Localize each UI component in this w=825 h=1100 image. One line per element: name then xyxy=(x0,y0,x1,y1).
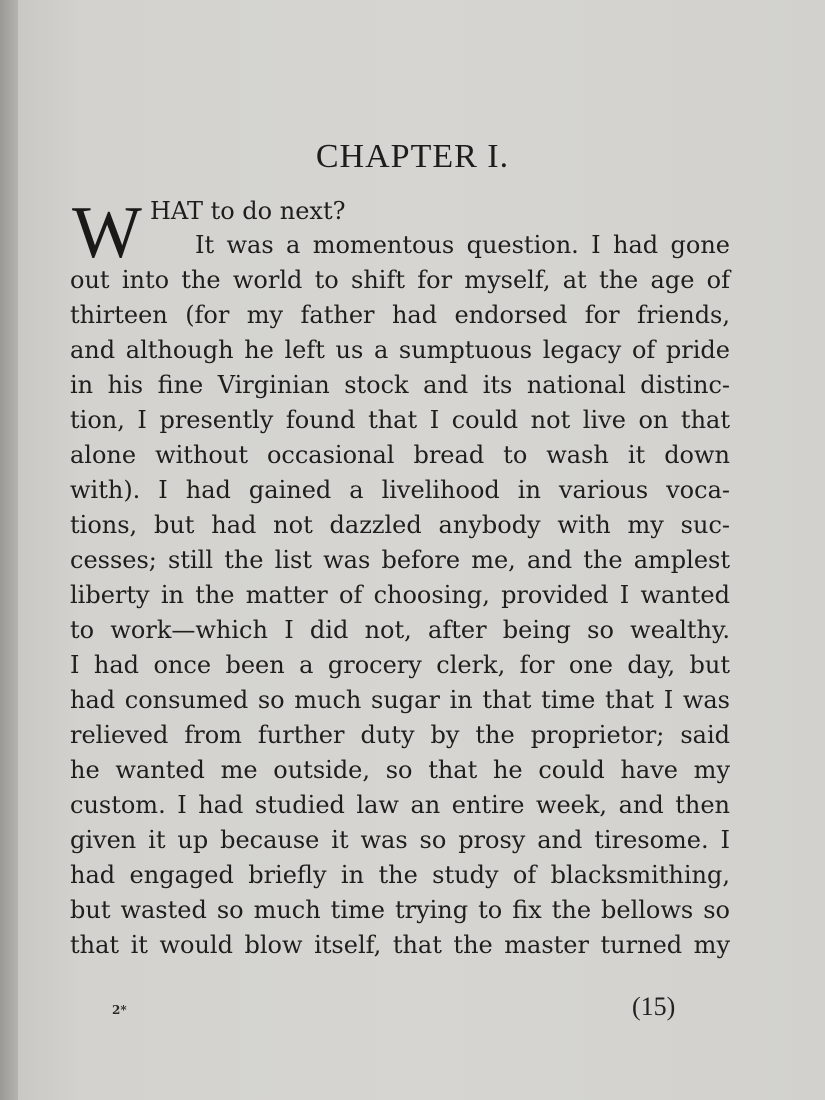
drop-cap: W xyxy=(72,192,142,274)
text-line: given it up because it was so prosy and tiresome. I xyxy=(70,826,730,854)
text-line: and although he left us a sumptuous legacy of pride xyxy=(70,336,730,364)
text-line: I had once been a grocery clerk, for one day, but xyxy=(70,651,730,679)
text-line: relieved from further duty by the proprietor; said xyxy=(70,721,730,749)
text-line: he wanted me outside, so that he could have my xyxy=(70,756,730,784)
text-line: with). I had gained a livelihood in various voca- xyxy=(70,476,730,504)
text-line: cesses; still the list was before me, and the amplest xyxy=(70,546,730,574)
text-line: out into the world to shift for myself, at the age of xyxy=(70,266,730,294)
text-line: but wasted so much time trying to fix the bellows so xyxy=(70,896,730,924)
text-line: had consumed so much sugar in that time that I was xyxy=(70,686,730,714)
text-line: had engaged briefly in the study of blacksmithing, xyxy=(70,861,730,889)
chapter-heading: CHAPTER I. xyxy=(315,138,510,175)
text-line: thirteen (for my father had endorsed for friends, xyxy=(70,301,730,329)
text-line: liberty in the matter of choosing, provided I wanted xyxy=(70,581,730,609)
text-line: to work—which I did not, after being so wealthy. xyxy=(70,616,730,644)
text-line: that it would blow itself, that the master turned my xyxy=(70,931,730,959)
text-line: It was a momentous question. I had gone xyxy=(195,231,730,259)
text-line: tion, I presently found that I could not live on that xyxy=(70,406,730,434)
text-line: tions, but had not dazzled anybody with my suc- xyxy=(70,511,730,539)
signature-mark: 2* xyxy=(112,1003,127,1017)
text-line: in his fine Virginian stock and its national distinc- xyxy=(70,371,730,399)
text-line: alone without occasional bread to wash it down xyxy=(70,441,730,469)
page-number: (15) xyxy=(632,992,676,1021)
text-line: custom. I had studied law an entire week, and then xyxy=(70,791,730,819)
text-line: HAT to do next? xyxy=(150,197,346,225)
